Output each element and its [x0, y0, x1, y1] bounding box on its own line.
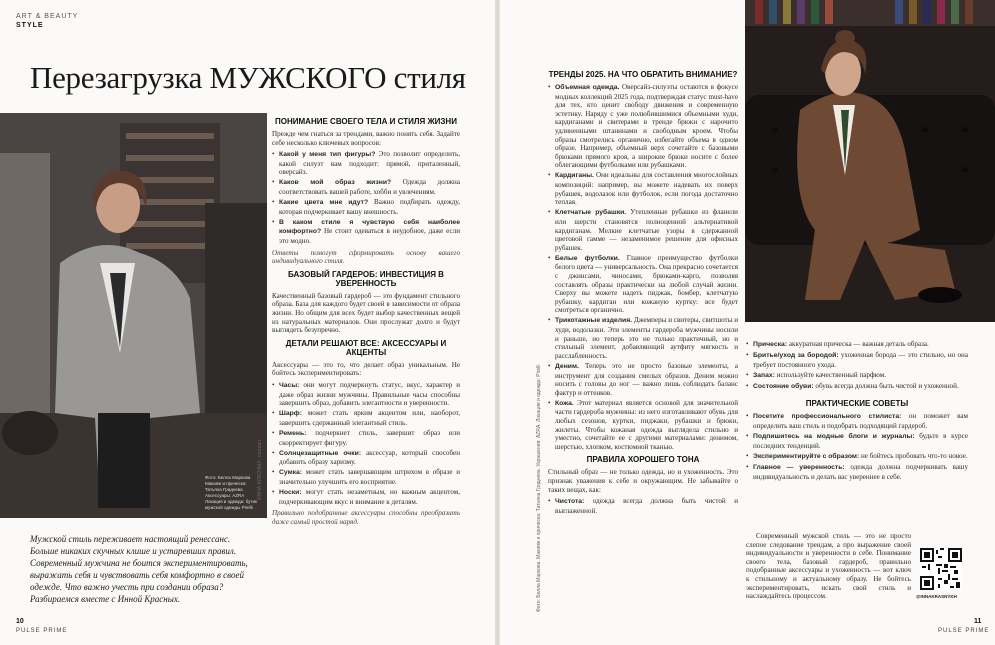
- list-item: • Чистота: одежда всегда должна быть чистой и выглаженной.: [548, 497, 738, 515]
- list-item: • Кожа. Этот материал является основой для значительной части гардероба мужчины: из него изготавливают обувь для любых сезонов, куртки, пиджаки, рубашки и брюки, жилеты. Чтобы кожаная одежда выглядела стильно и уместно, сочетайте ее с другими материалами: денимом, шерстью, хлопком, костюмной тканью.: [548, 399, 738, 452]
- article-column-2: [548, 70, 738, 518]
- list-item: • Солнцезащитные очки: аксессуар, который способен добавить образу харизму.: [272, 449, 460, 467]
- trend-list: [548, 83, 738, 451]
- accessory-list: [272, 381, 460, 506]
- note: Правильно подобранные аксессуары способны преобразить даже самый простой наряд.: [272, 509, 460, 526]
- left-page: [0, 0, 495, 645]
- page-number-left: 10: [16, 618, 24, 625]
- paragraph: Стильный образ — не только одежда, но и ухоженность. Это признак уважения к себе и окружающим. Не забывайте о таких вещах, как:: [548, 468, 738, 494]
- magazine-name-left: PULSE PRIME: [16, 628, 68, 634]
- paragraph: Качественный базовый гардероб — это фундамент стильного образа. База для каждого будет своей в зависимости от образа жизни. Но общим для всех будет выбор качественных вещей из натуральных материалов. Они прослужат долго и будут выглядеть безупречно.: [272, 291, 460, 335]
- stylist-credit-vertical: ИННА КРАСНЫХ, стилист: [257, 439, 263, 500]
- list-item: • Носки: могут стать незаметным, но важным акцентом, подчеркивающим вкус и внимание к деталям.: [272, 488, 460, 506]
- tips-list: [746, 412, 968, 481]
- list-item: • Прическа: аккуратная прическа — важная деталь образа.: [746, 340, 968, 350]
- photo-credit-left: Фото: Белла Маркова Макияж и прическа: Татьяна Гриднева Аксессуары: AZRA Локация и одежда: бутик мужской одежды Pirelli: [205, 475, 257, 510]
- list-item: • Объемная одежда. Оверсайз-силуэты остаются в фокусе модных коллекций 2025 года, подтверждая статус must-have для тех, кто ценит свободу движения и современную эстетику. Наряду с уже полюбившимися объемными худи, кардиганами и свитерами в тренде брюки с нарочито удлиненными штанинами и свободным кроем. Чтобы образы смотрелись органично, избегайте объема в одном образе. Например, объемный верх сочетайте с базовыми брюками прямого кроя, а широкие брюки носите с более облегающими футболками или рубашками.: [548, 83, 738, 170]
- heading-trends: ТРЕНДЫ 2025. НА ЧТО ОБРАТИТЬ ВНИМАНИЕ?: [548, 70, 738, 79]
- list-item: • Посетите профессионального стилиста: он поможет вам определить ваш стиль и подобрать подходящий гардероб.: [746, 412, 968, 430]
- article-column-1: [272, 113, 460, 529]
- paragraph: Прежде чем гнаться за трендами, важно понять себя. Задайте себе несколько ключевых вопросов:: [272, 130, 460, 147]
- photo-illustration-left: [0, 113, 267, 518]
- subsection-label: STYLE: [16, 22, 44, 29]
- qr-code[interactable]: [920, 548, 962, 590]
- photo-illustration-right: [745, 0, 995, 322]
- section-label: ART & BEAUTY: [16, 13, 79, 20]
- manners-list: [548, 497, 738, 515]
- qr-code-icon: [920, 548, 962, 590]
- heading-good-manners: ПРАВИЛА ХОРОШЕГО ТОНА: [586, 455, 700, 465]
- list-item: • Деним. Теперь это не просто базовые элементы, а инструмент для создания смелых образов. Деним можно носить с головы до ног — важно лишь соблюдать баланс фактур и оттенков.: [548, 362, 738, 397]
- list-item: • Экспериментируйте с образом: не бойтесь пробовать что-то новое.: [746, 452, 968, 462]
- list-item: • Сумка: может стать завершающим штрихом в образе и значительно улучшить его восприятие.: [272, 468, 460, 486]
- note: Ответы помогут сформировать основу вашего индивидуального стиля.: [272, 248, 460, 266]
- instagram-handle[interactable]: @INNAKRASNYKH: [916, 594, 957, 599]
- lead-paragraph: Мужской стиль переживает настоящий ренессанс. Больше никаких скучных клише и устаревших правил. Современный мужчина не боится экспериментировать, выражать себя и чувствовать себя комфортно в своей одежде. Что важно учесть при создании образа? Разбираемся вместе с Инной Красных.: [30, 534, 248, 604]
- paragraph: Аксессуары — это то, что делает образ уникальным. Не бойтесь экспериментировать:: [272, 360, 460, 378]
- list-item: • Состояние обуви: обувь всегда должна быть чистой и ухоженной.: [746, 382, 968, 392]
- page-number-right: 11: [974, 618, 982, 625]
- list-item: • Какой у меня тип фигуры? Это позволит определить, какой силуэт вам подходит: прямой, приталенный, оверсайз.: [272, 150, 460, 177]
- heading-details: ДЕТАЛИ РЕШАЮТ ВСЕ: АКСЕССУАРЫ И АКЦЕНТЫ: [285, 338, 447, 357]
- list-item: • Кардиганы. Они идеальны для составления многослойных композиций: например, вы можете надевать их поверх рубашек, водолазок или футболок, если погода достаточно теплая.: [548, 171, 738, 206]
- stylist-photo-right: [745, 0, 995, 322]
- article-column-3: [746, 340, 968, 484]
- right-page: [500, 0, 995, 645]
- heading-body-understanding: ПОНИМАНИЕ СВОЕГО ТЕЛА И СТИЛЯ ЖИЗНИ: [275, 117, 457, 126]
- list-item: • Шарф: может стать ярким акцентом или, наоборот, завершить сдержанный элегантный стиль.: [272, 409, 460, 427]
- list-item: • Белые футболки. Главное преимущество футболки белого цвета — универсальность. Она прекрасно сочетается с джинсами, чиносами, брюками-карго, позволяя составлять образы практически на любой случай жизни. Сверху вы можете надеть пиджак, бомбер, клетчатую рубашку, кардиган или кожаную куртку: все будет смотреться органично.: [548, 254, 738, 315]
- list-item: • Клетчатые рубашки. Утепленные рубашки из фланели или шерсти становятся полноценной альтернативой кардиганам. Мелкие клетчатые узоры в сдержанной цветовой гамме — незаменимое решение для офисных рубашек.: [548, 208, 738, 252]
- heading-basic-wardrobe: БАЗОВЫЙ ГАРДЕРОБ: ИНВЕСТИЦИЯ В УВЕРЕННОСТЬ: [288, 269, 444, 288]
- heading-practical-tips: ПРАКТИЧЕСКИЕ СОВЕТЫ: [805, 399, 909, 409]
- stylist-photo-left: [0, 113, 267, 518]
- closing-paragraph: Современный мужской стиль — это не просто слепое следование трендам, а про выражение своей индивидуальности и уверенности в себе. Понимание своего тела, базовый гардероб, правильно подобранные аксессуары и ухоженность — вот ключ к стильному и актуальному образу. Не бойтесь экспериментировать, искать свой стиль и наслаждайтесь процессом.: [746, 532, 911, 601]
- list-item: • Бритье/уход за бородой: ухоженная борода — это стильно, но она требует постоянного ухода.: [746, 351, 968, 369]
- list-item: • Часы: они могут подчеркнуть статус, вкус, характер и даже образ жизни мужчины. Правильные часы способны завершить образ, добавить элегантности и уверенности.: [272, 381, 460, 408]
- list-item: • В каком стиле я чувствую себя наиболее комфортно? Не стоит одеваться в неудобное, даже если это модно.: [272, 218, 460, 246]
- list-item: • Каков мой образ жизни? Одежда должна соответствовать вашей работе, хобби и увлечениям.: [272, 178, 460, 196]
- list-item: • Подпишитесь на модные блоги и журналы: будьте в курсе последних тенденций.: [746, 432, 968, 450]
- photo-credit-vertical: Фото: Белла Маркова. Макияж и прическа: Татьяна Гриднева. Украшения: AZRA. Локация и одежда: Pirelli: [536, 364, 542, 612]
- closing-column: [746, 532, 911, 604]
- list-item: • Какие цвета мне идут? Важно подбирать одежду, которая подчеркивает вашу внешность.: [272, 198, 460, 216]
- article-title: Перезагрузка МУЖСКОГО стиля: [30, 60, 466, 95]
- grooming-list: [746, 340, 968, 391]
- question-list: [272, 150, 460, 245]
- list-item: • Главное — уверенность: одежда должна подчеркивать вашу индивидуальность и делать вас увереннее в себе.: [746, 463, 968, 481]
- magazine-name-right: PULSE PRIME: [938, 628, 990, 634]
- list-item: • Трикотажные изделия. Джемперы и свитеры, свитшоты и худи, водолазки. Эти элементы гардероба мужчины носили и раньше, но теперь это не только практичный, но и стильный элемент, добавляющий аутфиту мягкость и расслабленность.: [548, 316, 738, 360]
- list-item: • Ремень: подчеркнет стиль, завершит образ или скорректирует фигуру.: [272, 429, 460, 447]
- list-item: • Запах: используйте качественный парфюм.: [746, 371, 968, 381]
